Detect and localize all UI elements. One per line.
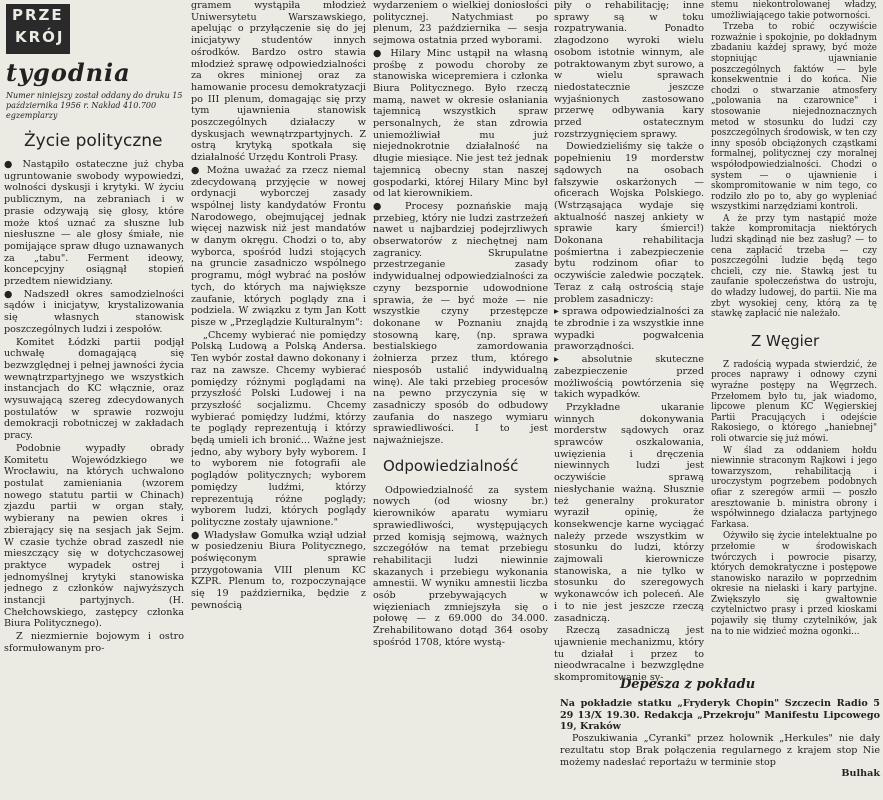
- paragraph: ● Hilary Minc ustąpił na własną prośbę z powodu choroby ze stanowiska wicepremiera i członka Biura Politycznego. Było rzeczą mamą, nawet w okresie osłaniania tajemnicą wszystkich spraw personalnych, że stan zdrowia uniemożliwiał mu już niejednokrotnie działalność na długie miesiące. Nie jest też jednak tajemnicą obecny stan naszej gospodarki, której Hilary Minc był od lat kierownikiem.: [373, 47, 548, 200]
- paragraph: Z radością wypada stwierdzić, że proces naprawy i odnowy czyni wyraźne postępy na Węgrzech. Przełomem było tu, jak wiadomo, lipcowe plenum KC Węgierskiej Partii Pracujących i odejście Rakosiego, o którego „haniebnej" roli otwarcie się już mówi.: [711, 359, 877, 444]
- issue-note: Numer niniejszy został oddany do druku 15 października 1956 r. Nakład 410.700 egzemplarzy: [6, 91, 183, 120]
- logo-line-1: PRZE: [12, 6, 64, 24]
- logo-line-2: KRÓJ: [15, 28, 65, 46]
- dispatch-header: Na pokładzie statku „Fryderyk Chopin" Szczecin Radio 5 29 13/X 19.30. Redakcja „Przekroju" Manifestu Lipcowego 19, Kraków: [560, 698, 880, 733]
- week-title: tygodnia: [6, 58, 131, 87]
- column-1: [4, 0, 184, 800]
- paragraph: Trzeba to robić oczywiście rozważnie i spokojnie, po dokładnym zbadaniu każdej sprawy, być może stopniując ujawnianie poszczególnych faktów — byle konsekwentnie i do końca. Nie chodzi o stwarzanie atmosfery „polowania na czarownice" i stosowanie niejednoznacznych metod w stosunku do ludzi czy poszczególnych środowisk, w ten czy inny sposób obciążonych cząstkami formalnej, politycznej czy moralnej współodpowiedzialności. Chodzi o system — o ujawnienie i skompromitowanie w nim tego, co rodziło zło po to, aby go wypleniać wszystkimi narzędziami kontroli.: [711, 22, 877, 213]
- section-title-political: Życie polityczne: [24, 131, 163, 151]
- paragraph: ▸ sprawa odpowiedzialności za te zbrodnie i za wszystkie inne wypadki pogwałcenia praworządności.: [554, 306, 704, 353]
- dispatch-signature: Bulhak: [841, 768, 880, 780]
- paragraph: ● Władysław Gomułka wziął udział w posiedzeniu Biura Politycznego, poświęconym sprawie przygotowania VIII plenum KC KZPR. Plenum to, rozpoczynające się 19 października, będzie z pewnością: [191, 529, 366, 611]
- dispatch-body: Poszukiwania „Cyranki" przez holownik „Herkules" nie dały rezultatu stop Brak połączenia regularnego z krajem stop Nie możemy nadesłać reportażu w terminie stop: [560, 733, 880, 768]
- przekroj-logo: [6, 4, 70, 54]
- dispatch-box: [560, 677, 880, 779]
- section-title-dispatch: Depesza z pokładu: [620, 677, 756, 692]
- paragraph: Z niezmiernie bojowym i ostro sformułowanym pro-: [4, 631, 184, 654]
- paragraph: ▸ absolutnie skuteczne zabezpieczenie przed możliwością powtórzenia się takich wypadków.: [554, 354, 704, 401]
- paragraph: Przykładne ukaranie winnych dokonywania morderstw sądowych oraz sprawców oszkalowania, uwięzienia i dręczenia niewinnych ludzi jest oczywiście sprawą niesłychanie ważną. Słusznie też generalny prokurator wyraził opinię, że konsekwencje karne wyciągać należy przede wszystkim w stosunku do ludzi, którzy zajmowali kierownicze stanowiska, a nie tylko w stosunku do szeregowych wykonawców ich poleceń. Ale i to nie jest jeszcze rzeczą zasadniczą.: [554, 401, 704, 624]
- paragraph: Rzeczą zasadniczą jest ujawnienie mechanizmu, który tu działał i przez to nieodwracalne i bezwzględne skompromitowanie sy-: [554, 625, 704, 684]
- paragraph: Ożywiło się życie intelektualne po przełomie w środowiskach twórczych i powrocie pisarzy, których demokratyczne i postępowe stanowisko naraziło w poprzednim okresie na niełaski i kary partyjne. Zwiększyło się gwałtownie czytelnictwo prasy i przed kioskami pojawiły się tłumy czytelników, jak na to nie widzieć można ogonki...: [711, 531, 877, 637]
- section-title-hungary: Z Węgier: [751, 331, 820, 350]
- paragraph: Dowiedzieliśmy się także o popełnieniu 19 morderstw sądowych na osobach fałszywie oskarżonych — oficerach Wojska Polskiego. (Wstrząsająca wydaje się aktualność naszej ankiety w sprawie kary śmierci!) Dokonana rehabilitacja pośmiertna i zabezpieczenie bytu rodzinom ofiar to oczywiście zaledwie początek. Teraz z całą ostrością staje problem zasadniczy:: [554, 141, 704, 305]
- paragraph: ● Procesy poznańskie mają przebieg, który nie ludzi zastrzeżeń nawet u najbardziej podejrzliwych obserwatorów z niechętnej nam zagranicy. Skrupulatne przestrzeganie zasady indywidualnej odpowiedzialności za czyny bezspornie udowodnione sprawia, że — być może — nie wszystkie czyny przestępcze dokonane w Poznaniu znajdą stosowną karę, (np. sprawa bestialskiego zamordowania żołnierza przez tłum, którego niesposób ustalić indywidualną winę). Ale taki przebieg procesów na pewno przyczynia się w zasadniczy sposób do odbudowy zaufania do naszego wymiaru sprawiedliwości. I to jest najważniejsze.: [373, 200, 548, 447]
- paragraph: ● Nastąpiło ostateczne już chyba ugruntowanie swobody wypowiedzi, wolności dyskusji i krytyki. W życiu publicznym, na zebraniach i w prasie odzywają się głosy, które może ktoś uznać za słuszne lub niesłuszne — ale głosy śmiałe, nie pomijające spraw długo uznawanych za „tabu". Ferment ideowy, koncepcyjny osiągnął stopień przedtem niewidziany.: [4, 159, 184, 288]
- section-title-responsibility: Odpowiedzialność: [383, 456, 519, 475]
- paragraph: piły o rehabilitację; inne sprawy są w toku rozpatrywania. Ponadto złagodzono wyroki wielu osobom istotnie winnym, ale potraktowanym zbyt surowo, a w wielu sprawach niedostatecznie jeszcze wyjaśnionych zastosowano przerwę odbywania kary przed ostatecznym rozstrzygnięciem sprawy.: [554, 0, 704, 140]
- paragraph: A że przy tym nastąpić może także kompromitacja niektórych ludzi skądinąd nie bez zasług? — to cena zapłacić trzeba — czy poszczególni ludzie będą tego chcieli, czy nie. Stawką jest tu zaufanie społeczeństwa do ustroju, do władzy ludowej, do partii. Nie ma zbyt wysokiej ceny, którą za tę stawkę zapłacić nie należało.: [711, 213, 877, 320]
- paragraph: gramem wystąpiła młodzież Uniwersytetu Warszawskiego, apelując o przyłączenie się do jej inicjatywy studentów innych ośrodków. Bardzo ostro stawia młodzież sprawę odpowiedzialności za okres minionej oraz za hamowanie procesu demokratyzacji po III plenum, domagając się przy tym ujawnienia stanowisk poszczególnych działaczy w dyskusjach wewnątrzpartyjnych. Z ostrą krytyką spotkała się działalność Urzędu Kontroli Prasy.: [191, 0, 366, 164]
- column-5: [711, 0, 877, 675]
- paragraph: Komitet Łódzki partii podjął uchwałę domagającą się bezwzględnej i pełnej jawności życia wewnątrzpartyjnego we wszystkich instancjach do KC włącznie, oraz wysuwającą szereg zdecydowanych postulatów w sprawie rozwoju demokracji robotniczej w zakładach pracy.: [4, 336, 184, 442]
- paragraph: ● Nadszedł okres samodzielności sądów i inicjatyw, krystalizowania się własnych stanowisk poszczególnych ludzi i zespołów.: [4, 288, 184, 335]
- paragraph: Odpowiedzialność za system nowych (od wiosny br.) kierowników aparatu wymiaru sprawiedliwości, występujących przed komisją sejmową, ważnych szczegółów na temat przebiegu rehabilitacji ludzi niewinnie skazanych i przebiegu wykonania amnestii. W wyniku amnestii liczba osób przebywających w więzieniach zmniejszyła się o połowę — z 69.000 do 34.000. Zrehabilitowano dotąd 364 osoby spośród 1708, które wystą-: [373, 484, 548, 648]
- paragraph: wydarzeniem o wielkiej doniosłości politycznej. Natychmiast po plenum, 23 października — sesja sejmowa ostatnia przed wyborami.: [373, 0, 548, 47]
- paragraph: stemu niekontrolowanej władzy, umożliwiającego takie potworności.: [711, 0, 877, 21]
- paragraph: Podobnie wypadły obrady Komitetu Wojewódzkiego we Wrocławiu, na których uchwalono postulat zamieniania (wzorem nowego statutu partii w Chinach) zjazdu partii w organ stały, wybierany na pewien okres i zbierający się na sesjach jak Sejm. W czasie tychże obrad zaszedł nie mieszczący się w dotychczasowej praktyce wypadek ostrej i jednomyślnej krytyki stanowiska jednego z członków najwyższych instancji partyjnych. (H. Chełchowskiego, zastępcy członka Biura Politycznego).: [4, 442, 184, 630]
- column-2: [191, 0, 366, 800]
- column-3: [373, 0, 548, 800]
- paragraph: „Chcemy wybierać nie pomiędzy Polską Ludową a Polską Andersa. Ten wybór został dawno dokonany i raz na zawsze. Chcemy wybierać pomiędzy różnymi poglądami na przyszłość Polski Ludowej i na przyszłość socjalizmu. Chcemy wybierać pomiędzy ludźmi, którzy te poglądy reprezentują i którzy będą umieli ich bronić... Ważne jest jedno, aby wybory były wyborem. I to wyborem nie fotografii ale poglądów politycznych; wyborem pomiędzy ludźmi, którzy reprezentują różne poglądy; wyborem ludzi, których poglądy polityczne zostały ujawnione.": [191, 329, 366, 528]
- paragraph: ● Można uważać za rzecz niemal zdecydowaną przyjęcie w nowej ordynacji wyborczej zasady wspólnej listy kandydatów Frontu Narodowego, obejmującej jednak więcej nazwisk niż jest mandatów w danym okręgu. Chodzi o to, aby wyborca, spośród ludzi stojących na gruncie zasadniczo wspólnego programu, mógł wybrać na posłów tych, do których ma największe zaufanie, których poglądy zna i podziela. W związku z tym Jan Kott pisze w „Przeglądzie Kulturalnym":: [191, 164, 366, 328]
- paragraph: W ślad za oddaniem hołdu niewinnie straconym Rajkowi i jego towarzyszom, rehabilitacją i uroczystym pogrzebem podobnych ofiar z szeregów armii — poszło aresztowanie b. ministra obrony i współwinnego działacza partyjnego Farkasa.: [711, 445, 877, 530]
